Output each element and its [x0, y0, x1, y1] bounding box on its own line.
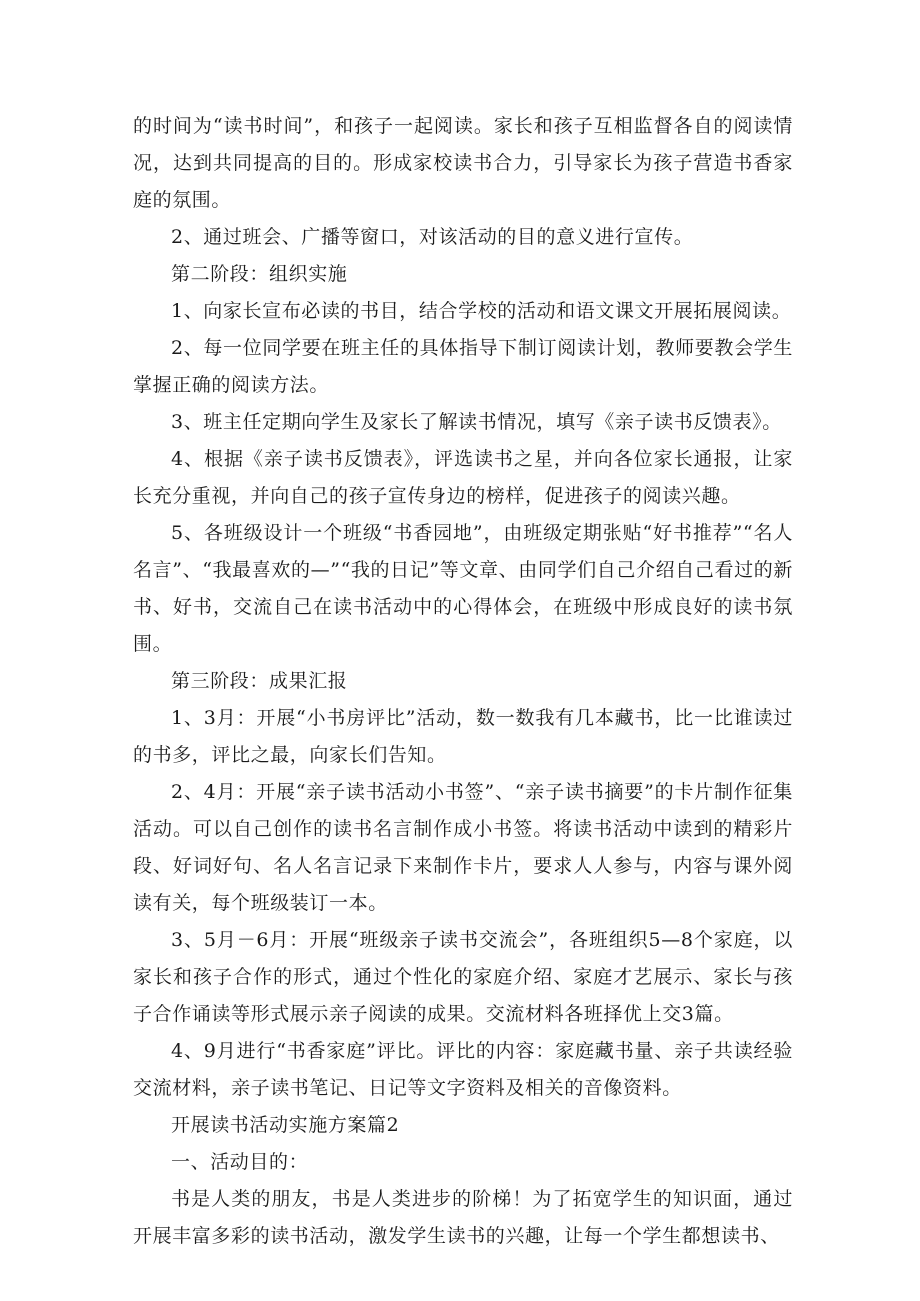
paragraph-stage-two-item-2: 2、每一位同学要在班主任的具体指导下制订阅读计划，教师要教会学生掌握正确的阅读方法。 — [133, 337, 793, 396]
paragraph-stage-two-item-3: 3、班主任定期向学生及家长了解读书情况，填写《亲子读书反馈表》。 — [171, 411, 782, 433]
document-subtitle-plan-2: 开展读书活动实施方案篇2 — [171, 1114, 400, 1136]
paragraph-activity-purpose: 书是人类的朋友，书是人类进步的阶梯！为了拓宽学生的知识面，通过开展丰富多彩的读书活动，激发学生读书的兴趣，让每一个学生都想读书、 — [133, 1188, 793, 1247]
document-body — [133, 108, 793, 1255]
paragraph-stage-three-item-3: 3、5月－6月：开展“班级亲子读书交流会”，各班组织5—8个家庭，以家长和孩子合作的形式，通过个性化的家庭介绍、家庭才艺展示、家长与孩子合作诵读等形式展示亲子阅读的成果。交流材料各班择优上交3篇。 — [133, 929, 793, 1025]
section-heading-activity-purpose: 一、活动目的： — [171, 1151, 309, 1173]
paragraph-stage-two-item-4: 4、根据《亲子读书反馈表》，评选读书之星，并向各位家长通报，让家长充分重视，并向自己的孩子宣传身边的榜样，促进孩子的阅读兴趣。 — [133, 448, 793, 507]
paragraph-continuation: 的时间为“读书时间”，和孩子一起阅读。家长和孩子互相监督各自的阅读情况，达到共同提高的目的。形成家校读书合力，引导家长为孩子营造书香家庭的氛围。 — [133, 115, 793, 211]
paragraph-stage-three-item-4: 4、9月进行“书香家庭”评比。评比的内容：家庭藏书量、亲子共读经验交流材料，亲子读书笔记、日记等文字资料及相关的音像资料。 — [133, 1040, 793, 1099]
paragraph-stage-three-item-1: 1、3月：开展“小书房评比”活动，数一数我有几本藏书，比一比谁读过的书多，评比之最，向家长们告知。 — [133, 707, 793, 766]
section-heading-stage-three: 第三阶段：成果汇报 — [171, 670, 348, 692]
paragraph-stage-two-item-5: 5、各班级设计一个班级“书香园地”，由班级定期张贴“好书推荐”“名人名言”、“我最喜欢的—”“我的日记”等文章、由同学们自己介绍自己看过的新书、好书，交流自己在读书活动中的心得体会，在班级中形成良好的读书氛围。 — [133, 522, 793, 655]
section-heading-stage-two: 第二阶段：组织实施 — [171, 263, 348, 285]
paragraph-item-2-publicity: 2、通过班会、广播等窗口，对该活动的目的意义进行宣传。 — [171, 226, 694, 248]
paragraph-stage-two-item-1: 1、向家长宣布必读的书目，结合学校的活动和语文课文开展拓展阅读。 — [171, 300, 792, 322]
paragraph-stage-three-item-2: 2、4月：开展“亲子读书活动小书签”、“亲子读书摘要”的卡片制作征集活动。可以自己创作的读书名言制作成小书签。将读书活动中读到的精彩片段、好词好句、名人名言记录下来制作卡片，要求人人参与，内容与课外阅读有关，每个班级装订一本。 — [133, 781, 793, 914]
